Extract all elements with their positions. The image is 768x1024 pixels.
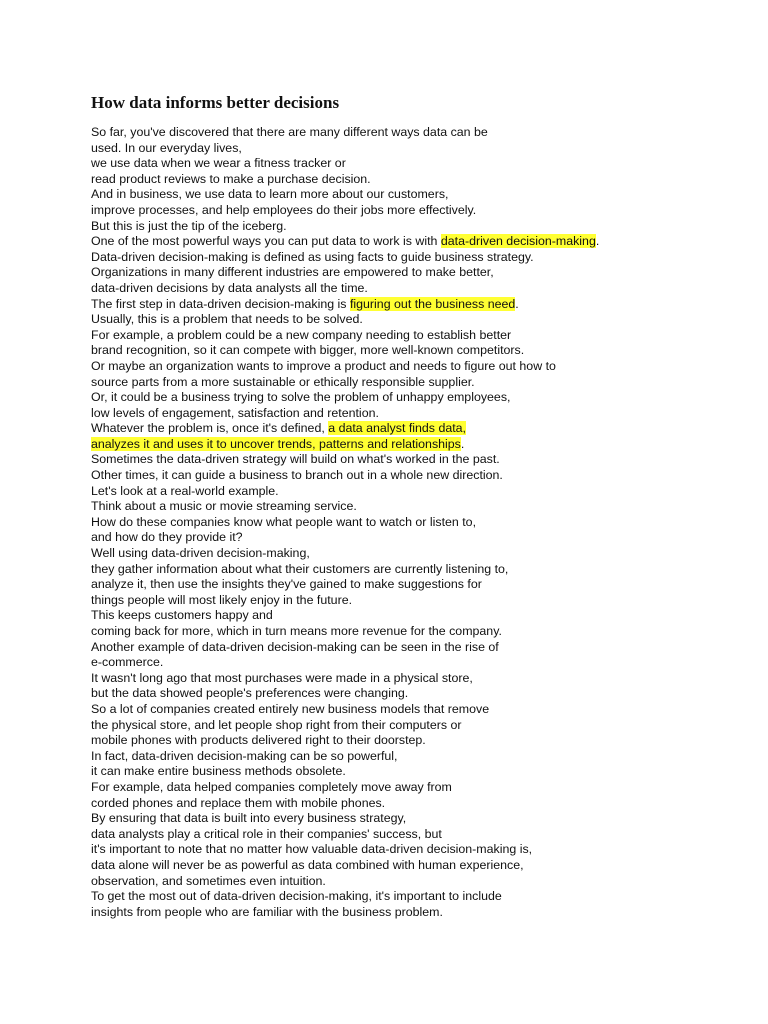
text-segment: It wasn't long ago that most purchases were made in a physical store, (91, 670, 473, 685)
text-segment: One of the most powerful ways you can put data to work is with (91, 234, 441, 249)
text-segment: brand recognition, so it can compete with bigger, more well-known competitors. (91, 343, 525, 358)
text-line (91, 156, 751, 172)
text-segment: they gather information about what their customers are currently listening to, (91, 561, 509, 576)
text-line (91, 827, 751, 843)
text-segment: Or, it could be a business trying to solve the problem of unhappy employees, (91, 390, 511, 405)
text-segment: data alone will never be as powerful as data combined with human experience, (91, 857, 524, 872)
text-segment: . (515, 296, 519, 311)
text-line (91, 437, 751, 453)
text-segment: insights from people who are familiar with the business problem. (91, 904, 443, 919)
text-segment: Other times, it can guide a business to branch out in a whole new direction. (91, 468, 503, 483)
text-segment: For example, a problem could be a new company needing to establish better (91, 327, 512, 342)
text-segment: mobile phones with products delivered right to their doorstep. (91, 733, 426, 748)
text-line (91, 608, 751, 624)
text-line (91, 406, 751, 422)
text-segment: Or maybe an organization wants to improve a product and needs to figure out how to (91, 358, 556, 373)
text-segment: And in business, we use data to learn more about our customers, (91, 187, 449, 202)
text-line (91, 686, 751, 702)
text-line (91, 593, 751, 609)
text-segment: Sometimes the data-driven strategy will build on what's worked in the past. (91, 452, 500, 467)
text-line (91, 187, 751, 203)
text-line (91, 718, 751, 734)
text-segment: So a lot of companies created entirely new business models that remove (91, 701, 490, 716)
text-line (91, 749, 751, 765)
text-segment: . (460, 436, 465, 451)
text-line (91, 530, 751, 546)
text-line (91, 515, 751, 531)
text-line (91, 858, 751, 874)
document-body (91, 125, 751, 920)
text-segment: it can make entire business methods obsolete. (91, 764, 346, 779)
text-segment: low levels of engagement, satisfaction and retention. (91, 405, 379, 420)
text-line (91, 671, 751, 687)
text-line (91, 421, 751, 437)
text-segment: So far, you've discovered that there are many different ways data can be (91, 125, 488, 139)
text-line (91, 359, 751, 375)
text-segment: coming back for more, which in turn means more revenue for the company. (91, 624, 502, 638)
text-segment: things people will most likely enjoy in the future. (91, 592, 353, 607)
text-line (91, 733, 751, 749)
text-segment: But this is just the tip of the iceberg. (91, 218, 287, 233)
text-segment: improve processes, and help employees do their jobs more effectively. (91, 202, 477, 217)
text-segment: How do these companies know what people want to watch or listen to, (91, 514, 477, 529)
text-line (91, 390, 751, 406)
text-segment: data analysts play a critical role in their companies' success, but (91, 826, 442, 841)
highlighted-text: figuring out the business need (349, 296, 516, 311)
text-line (91, 905, 751, 921)
text-line (91, 562, 751, 578)
text-segment: Organizations in many different industries are empowered to make better, (91, 265, 494, 280)
text-segment: and how do they provide it? (91, 530, 243, 545)
text-segment: Usually, this is a problem that needs to be solved. (91, 312, 363, 327)
text-line (91, 297, 751, 313)
text-line (91, 655, 751, 671)
text-line (91, 780, 751, 796)
text-segment: e-commerce. (91, 655, 164, 670)
text-line (91, 265, 751, 281)
text-segment: For example, data helped companies completely move away from (91, 779, 452, 794)
text-line (91, 141, 751, 157)
text-segment: To get the most out of data-driven decision-making, it's important to include (91, 889, 502, 904)
text-line (91, 312, 751, 328)
text-line (91, 219, 751, 235)
text-segment: In fact, data-driven decision-making can be so powerful, (91, 748, 398, 763)
text-line (91, 577, 751, 593)
text-line (91, 811, 751, 827)
text-line (91, 343, 751, 359)
text-line (91, 546, 751, 562)
text-segment: This keeps customers happy and (91, 608, 273, 623)
document-title: How data informs better decisions (91, 93, 340, 112)
text-line (91, 452, 751, 468)
text-line (91, 764, 751, 780)
text-line (91, 889, 751, 905)
text-line (91, 874, 751, 890)
text-segment: the physical store, and let people shop right from their computers or (91, 717, 462, 732)
text-line (91, 499, 751, 515)
text-line (91, 468, 751, 484)
highlighted-text: analyzes it and uses it to uncover trends, patterns and relationships (91, 436, 461, 451)
text-line (91, 234, 751, 250)
text-segment: Think about a music or movie streaming service. (91, 499, 357, 514)
text-segment: it's important to note that no matter how valuable data-driven decision-making is, (91, 842, 533, 857)
text-segment: we use data when we wear a fitness tracker or (91, 156, 346, 171)
text-segment: read product reviews to make a purchase decision. (91, 171, 371, 186)
text-segment: Whatever the problem is, once it's defined, (91, 421, 329, 436)
text-segment: . (595, 234, 600, 249)
text-segment: The first step in data-driven decision-making is (91, 296, 350, 311)
text-segment: Data-driven decision-making is defined as using facts to guide business strategy. (91, 249, 534, 264)
text-line (91, 375, 751, 391)
highlighted-text: data-driven decision-making (440, 234, 596, 249)
text-line (91, 203, 751, 219)
text-segment: used. In our everyday lives, (91, 140, 242, 155)
text-segment: corded phones and replace them with mobile phones. (91, 795, 386, 810)
text-segment: data-driven decisions by data analysts all the time. (91, 280, 368, 295)
text-line (91, 172, 751, 188)
text-line (91, 125, 751, 141)
text-line (91, 250, 751, 266)
text-segment: analyze it, then use the insights they've gained to make suggestions for (91, 577, 482, 592)
text-line (91, 484, 751, 500)
text-line (91, 624, 751, 640)
text-segment: but the data showed people's preferences were changing. (91, 686, 409, 701)
text-segment: Well using data-driven decision-making, (91, 546, 310, 561)
highlighted-text: a data analyst finds data, (328, 421, 467, 436)
text-line (91, 796, 751, 812)
text-segment: observation, and sometimes even intuition. (91, 873, 326, 888)
text-segment: Another example of data-driven decision-making can be seen in the rise of (91, 639, 499, 654)
text-segment: By ensuring that data is built into every business strategy, (91, 811, 407, 826)
text-segment: Let's look at a real-world example. (91, 483, 279, 498)
text-line (91, 328, 751, 344)
text-line (91, 702, 751, 718)
text-line (91, 842, 751, 858)
text-line (91, 640, 751, 656)
text-line (91, 281, 751, 297)
text-segment: source parts from a more sustainable or ethically responsible supplier. (91, 374, 475, 389)
